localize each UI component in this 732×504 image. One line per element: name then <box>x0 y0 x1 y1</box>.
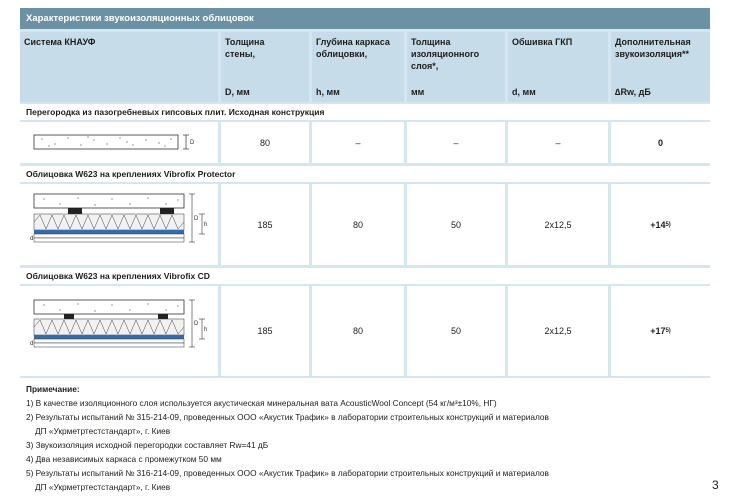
note-item: 5) Результаты испытаний № 316-214-09, проведенных ООО «Акустик Трафик» в лаборатории строительных конструкций и материалов <box>26 468 549 478</box>
cell-result <box>611 184 710 265</box>
note-item: ДП «Укрметртестстандарт», г. Киев <box>35 482 171 492</box>
header-line: облицовки, <box>316 49 368 59</box>
header-insulation-thickness <box>407 32 505 102</box>
header-line: слоя*, <box>411 61 439 71</box>
cell-frame-depth: – <box>312 122 404 163</box>
result-value: +17 <box>650 326 666 336</box>
note-item: 2) Результаты испытаний № 315-214-09, проведенных ООО «Акустик Трафик» в лаборатории строительных конструкций и материалов <box>26 412 549 422</box>
cell-frame-depth: 80 <box>312 184 404 265</box>
dimension-label: d <box>30 236 34 242</box>
partition-drawing <box>20 122 218 163</box>
header-line: Дополнительная <box>615 37 691 47</box>
header-line: Обшивка ГКП <box>512 37 573 47</box>
lining-drawing <box>20 286 218 376</box>
result-value: 0 <box>657 137 663 148</box>
cell-result <box>611 286 710 376</box>
dimension-label: D <box>194 321 199 327</box>
cell-insulation: 50 <box>407 184 505 265</box>
drawing-base-partition <box>20 122 218 163</box>
notes-block <box>20 378 710 494</box>
cell-insulation: – <box>407 122 505 163</box>
dimension-label: D <box>190 140 195 146</box>
header-additional-insulation <box>611 32 710 102</box>
header-system-label: Система КНАУФ <box>24 37 96 47</box>
result-footnote: 5) <box>665 328 671 334</box>
cell-wall-thickness: 185 <box>221 286 309 376</box>
header-line: Толщина <box>225 37 265 47</box>
header-wall-thickness <box>221 32 309 102</box>
header-frame-depth <box>312 32 404 102</box>
dimension-label: h <box>204 222 208 228</box>
dimension-label: h <box>204 327 208 333</box>
note-item: ДП «Укрметртестстандарт», г. Киев <box>35 426 171 436</box>
specs-table <box>20 8 710 494</box>
header-line: стены, <box>225 49 256 59</box>
section-title: Перегородка из пазогребневых гипсовых плит. Исходная конструкция <box>20 104 710 120</box>
dimension-label: d <box>30 341 34 347</box>
header-line: звукоизоляция** <box>615 49 690 59</box>
header-unit: D, мм <box>225 87 250 97</box>
header-unit: мм <box>411 87 425 97</box>
table-title: Характеристики звукоизоляционных облицовок <box>20 8 710 29</box>
cell-frame-depth: 80 <box>312 286 404 376</box>
header-line: Толщина <box>411 37 451 47</box>
header-gkp-sheathing <box>508 32 608 102</box>
cell-result <box>611 122 710 163</box>
cell-sheathing: 2x12,5 <box>508 184 608 265</box>
note-item: 3) Звукоизоляция исходной перегородки составляет Rw=41 дБ <box>26 440 269 450</box>
drawing-vibrofix-cd <box>20 286 218 376</box>
drawing-vibrofix-protector <box>20 184 218 265</box>
note-item: 4) Два независимых каркаса с промежутком 50 мм <box>26 454 222 464</box>
cell-insulation: 50 <box>407 286 505 376</box>
header-unit: ∆Rw, дБ <box>615 87 651 97</box>
result-footnote: 5) <box>665 221 671 228</box>
header-system <box>20 32 218 102</box>
lining-drawing <box>20 184 218 265</box>
header-line: изоляционного <box>411 49 480 59</box>
notes-heading: Примечание: <box>26 384 80 394</box>
cell-sheathing: 2x12,5 <box>508 286 608 376</box>
result-value: +14 <box>650 219 666 230</box>
page-number: 3 <box>712 478 719 492</box>
header-unit: d, мм <box>512 87 536 97</box>
header-unit: h, мм <box>316 87 340 97</box>
note-item: 1) В качестве изоляционного слоя используется акустическая минеральная вата AcousticWool Concept (54 кг/м³±10%, НГ) <box>26 398 497 408</box>
cell-wall-thickness: 80 <box>221 122 309 163</box>
section-title: Облицовка W623 на креплениях Vibrofix CD <box>20 268 710 284</box>
header-line: Глубина каркаса <box>316 37 390 47</box>
dimension-label: D <box>194 216 199 222</box>
section-title: Облицовка W623 на креплениях Vibrofix Protector <box>20 166 710 182</box>
cell-sheathing: – <box>508 122 608 163</box>
cell-wall-thickness: 185 <box>221 184 309 265</box>
